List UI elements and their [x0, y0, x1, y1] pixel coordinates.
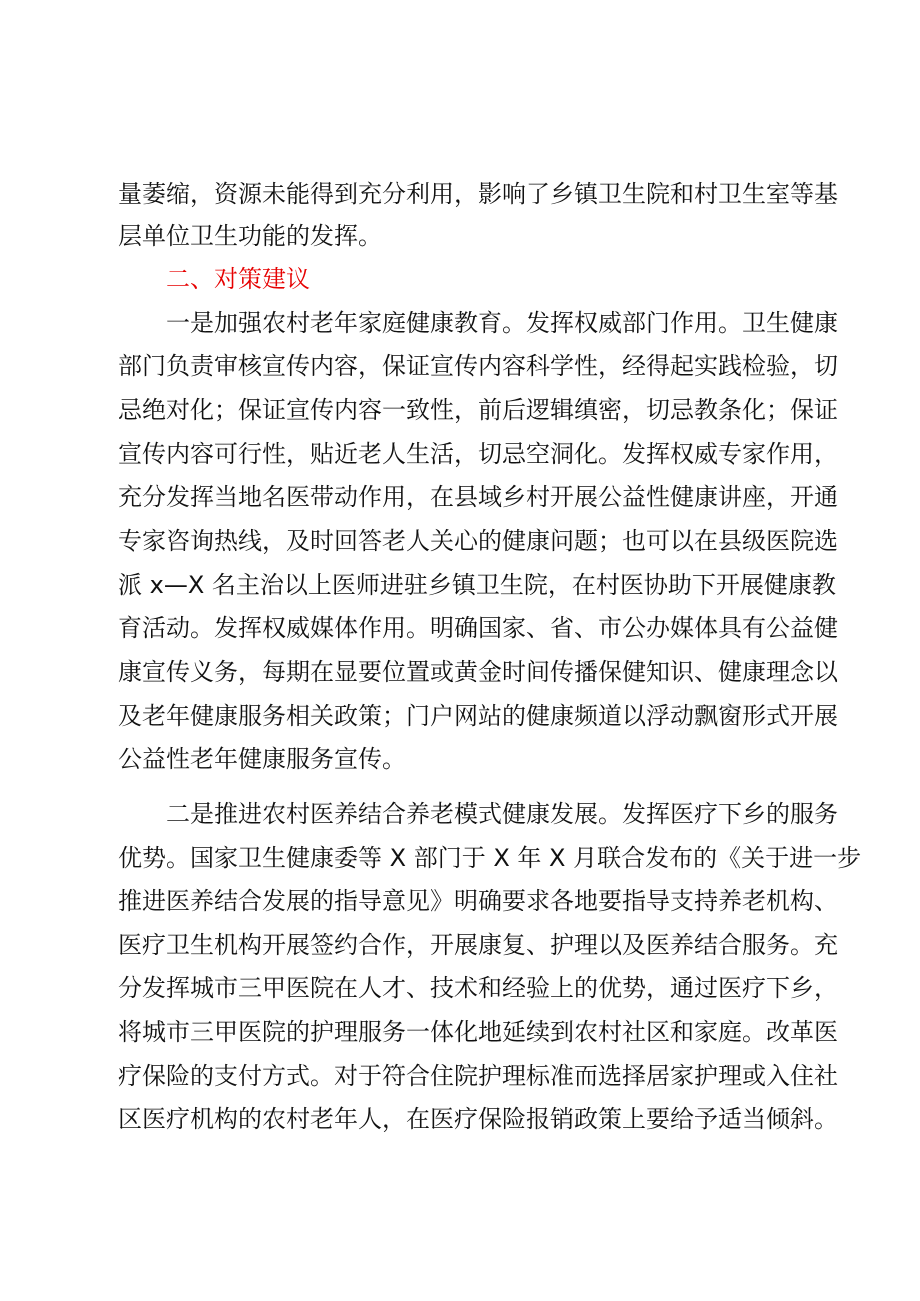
text-line: 部门负责审核宣传内容，保证宣传内容科学性，经得起实践检验，切	[118, 352, 838, 380]
text-line: 宣传内容可行性，贴近老人生活，切忌空洞化。发挥权威专家作用，	[118, 440, 838, 468]
text-line: 推进医养结合发展的指导意见》明确要求各地要指导支持养老机构、	[118, 887, 838, 915]
text-line: 忌绝对化；保证宣传内容一致性，前后逻辑缜密，切忌教条化；保证	[118, 396, 838, 424]
text-line: 区医疗机构的农村老年人，在医疗保险报销政策上要给予适当倾斜。	[118, 1105, 838, 1133]
text-line: 疗保险的支付方式。对于符合住院护理标准而选择居家护理或入住社	[118, 1062, 838, 1090]
text-line: 将城市三甲医院的护理服务一体化地延续到农村社区和家庭。改革医	[118, 1018, 838, 1046]
text-line: 层单位卫生功能的发挥。	[118, 222, 382, 250]
text-line: 医疗卫生机构开展签约合作，开展康复、护理以及医养结合服务。充	[118, 931, 838, 959]
text-line: 康宣传义务，每期在显要位置或黄金时间传播保健知识、健康理念以	[118, 658, 838, 686]
text-line: 专家咨询热线，及时回答老人关心的健康问题；也可以在县级医院选	[118, 527, 838, 555]
text-line: 分发挥城市三甲医院在人才、技术和经验上的优势，通过医疗下乡，	[118, 974, 838, 1002]
paragraph-first-line: 一是加强农村老年家庭健康教育。发挥权威部门作用。卫生健康	[166, 309, 838, 337]
text-line: 充分发挥当地名医带动作用，在县域乡村开展公益性健康讲座，开通	[118, 483, 838, 511]
text-line: 公益性老年健康服务宣传。	[118, 745, 406, 773]
paragraph-first-line: 二是推进农村医养结合养老模式健康发展。发挥医疗下乡的服务	[166, 800, 838, 828]
text-line: 派 x—X 名主治以上医师进驻乡镇卫生院，在村医协助下开展健康教	[118, 571, 836, 599]
text-line: 量萎缩，资源未能得到充分利用，影响了乡镇卫生院和村卫生室等基	[118, 180, 838, 208]
section-heading: 二、对策建议	[166, 265, 310, 293]
text-line: 育活动。发挥权威媒体作用。明确国家、省、市公办媒体具有公益健	[118, 614, 838, 642]
text-line: 及老年健康服务相关政策；门户网站的健康频道以浮动飘窗形式开展	[118, 702, 838, 730]
text-line: 优势。国家卫生健康委等 X 部门于 X 年 X 月联合发布的《关于进一步	[118, 844, 862, 872]
